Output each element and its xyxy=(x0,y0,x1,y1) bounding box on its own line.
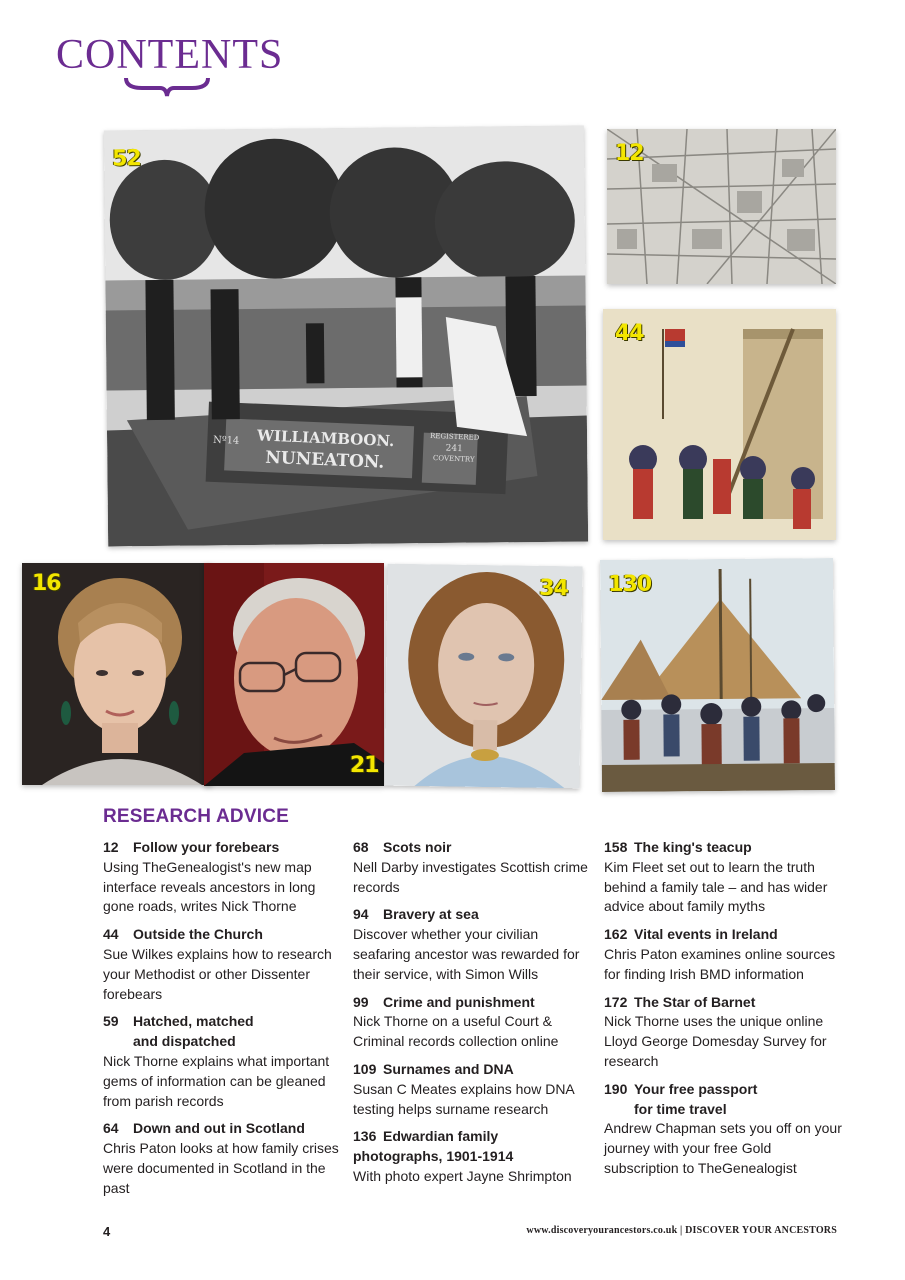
entry-page: 12 xyxy=(103,839,119,855)
entry-title: The Star of Barnet xyxy=(634,993,756,1010)
entry-text: Discover whether your civilian seafaring ancestor was rewarded for their service, with Simon Wills xyxy=(353,926,580,982)
entry-page: 190 xyxy=(604,1080,628,1097)
entry-title: The king's teacup xyxy=(634,839,752,855)
contents-entry[interactable] xyxy=(353,838,593,897)
boat-name-text: WILLIAMBOON. xyxy=(256,426,395,451)
entry-title: Down and out in Scotland xyxy=(133,1120,305,1137)
boat-reg-number-text: 241 xyxy=(445,443,463,455)
entry-text: Using TheGenealogist's new map interface reveals ancestors in long gone roads, writes Nick Thorne xyxy=(103,858,316,915)
photo-page-badge: 44 xyxy=(615,321,644,346)
contents-entry[interactable] xyxy=(604,838,844,917)
boat-registered-text: REGISTERED xyxy=(429,431,480,442)
entry-page: 162 xyxy=(604,926,628,943)
entry-page: 172 xyxy=(604,993,628,1010)
entry-title-line2: for time travel xyxy=(634,1100,727,1117)
contents-entry[interactable] xyxy=(103,1119,343,1198)
photo-actor xyxy=(204,563,384,786)
photo-street-map xyxy=(607,129,836,284)
contents-entry[interactable] xyxy=(604,925,844,984)
photo-page-badge: 34 xyxy=(539,575,569,602)
photo-page-badge: 21 xyxy=(350,753,379,778)
entry-text: Nick Thorne uses the unique online Lloyd George Domesday Survey for research xyxy=(604,1013,827,1069)
footer-page-number: 4 xyxy=(103,1224,111,1239)
boat-town-text: NUNEATON. xyxy=(264,447,385,473)
entry-page: 68 xyxy=(353,839,369,855)
contents-entry[interactable] xyxy=(353,993,593,1052)
entry-page: 99 xyxy=(353,993,369,1010)
contents-entry[interactable] xyxy=(103,925,343,1004)
contents-entry[interactable] xyxy=(353,905,593,984)
heading-brace-ornament xyxy=(122,76,212,98)
entry-title-line2: photographs, 1901-1914 xyxy=(353,1148,514,1165)
contents-column-3 xyxy=(604,838,844,1187)
contents-entry[interactable] xyxy=(353,1060,593,1119)
boat-reg-town-text: COVENTRY xyxy=(432,454,475,465)
photo-page-badge: 16 xyxy=(32,571,61,596)
entry-title-line2: and dispatched xyxy=(133,1033,236,1050)
entry-page: 59 xyxy=(103,1013,119,1030)
contents-entry[interactable] xyxy=(604,1080,844,1179)
entry-title: Outside the Church xyxy=(133,926,263,943)
photo-page-badge: 12 xyxy=(615,141,644,166)
contents-entry[interactable] xyxy=(103,838,343,917)
entry-title: Your free passport xyxy=(634,1080,758,1097)
entry-text: Susan C Meates explains how DNA testing helps surname research xyxy=(353,1080,574,1117)
entry-title: Vital events in Ireland xyxy=(634,926,778,943)
entry-title: Hatched, matched xyxy=(133,1013,254,1030)
entry-text: Chris Paton looks at how family crises were documented in Scotland in the past xyxy=(103,1140,339,1196)
contents-entry[interactable] xyxy=(604,993,844,1072)
contents-column-2 xyxy=(353,838,593,1195)
contents-entry[interactable] xyxy=(103,1012,343,1111)
entry-title: Surnames and DNA xyxy=(383,1060,514,1077)
entry-text: Kim Fleet set out to learn the truth behind a family tale – and has wider advice about family myths xyxy=(604,858,828,915)
entry-text: Andrew Chapman sets you off on your journey with your free Gold subscription to TheGenealogist xyxy=(604,1120,842,1176)
entry-title: Edwardian family xyxy=(383,1128,499,1145)
photo-frost-fair xyxy=(600,558,835,792)
entry-page: 136 xyxy=(353,1128,377,1145)
entry-text: Nick Thorne explains what important gems of information can be gleaned from parish records xyxy=(103,1052,330,1109)
contents-column-1 xyxy=(103,838,343,1207)
entry-text: Sue Wilkes explains how to research your Methodist or other Dissenter forebears xyxy=(103,945,332,1002)
entry-page: 94 xyxy=(353,906,369,923)
contents-entry[interactable] xyxy=(353,1127,593,1186)
entry-page: 64 xyxy=(103,1120,119,1137)
page-title: CONTENTS xyxy=(56,32,284,78)
entry-text: Nell Darby investigates Scottish crime records xyxy=(353,858,588,895)
entry-page: 158 xyxy=(604,839,628,855)
entry-text: Nick Thorne on a useful Court & Criminal records collection online xyxy=(353,1013,559,1050)
entry-title: Crime and punishment xyxy=(383,993,535,1010)
entry-text: Chris Paton examines online sources for finding Irish BMD information xyxy=(604,945,836,982)
entry-text: With photo expert Jayne Shrimpton xyxy=(353,1167,572,1184)
entry-title: Scots noir xyxy=(383,839,452,855)
entry-page: 109 xyxy=(353,1060,377,1077)
boat-number-text: Nº14 xyxy=(212,434,240,447)
section-title: RESEARCH ADVICE xyxy=(103,806,289,827)
entry-title: Bravery at sea xyxy=(383,906,479,923)
photo-page-badge: 130 xyxy=(608,571,652,597)
entry-title: Follow your forebears xyxy=(133,839,280,855)
photo-portrait xyxy=(384,564,582,789)
footer-url: www.discoveryourancestors.co.uk | DISCOVER YOUR ANCESTORS xyxy=(526,1225,837,1236)
photo-actress xyxy=(22,563,212,785)
entry-page: 44 xyxy=(103,926,119,943)
photo-canal-boat xyxy=(104,125,588,546)
photo-cartoon xyxy=(603,309,836,540)
photo-page-badge: 52 xyxy=(112,146,141,172)
